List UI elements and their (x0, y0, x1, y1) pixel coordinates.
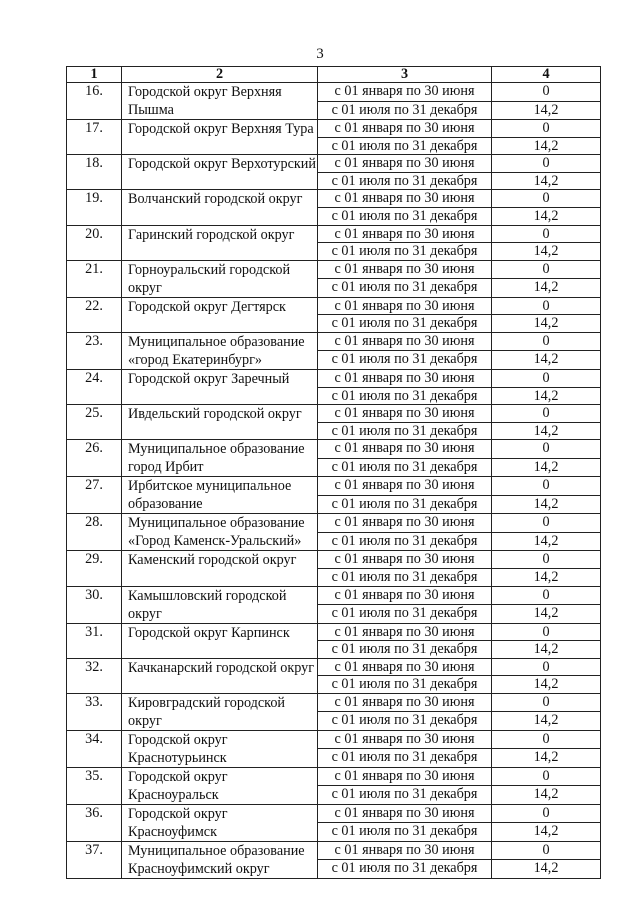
municipality-name: Городской округ Карпинск (122, 623, 318, 658)
value-cell: 0 (492, 297, 601, 315)
value-cell: 0 (492, 551, 601, 569)
value-cell: 0 (492, 586, 601, 605)
value-cell: 0 (492, 405, 601, 423)
period-cell: с 01 января по 30 июня (318, 225, 492, 243)
column-header-1: 1 (67, 67, 122, 83)
municipality-name: Качканарский городской округ (122, 658, 318, 693)
value-cell: 0 (492, 514, 601, 533)
period-cell: с 01 июля по 31 декабря (318, 532, 492, 551)
period-cell: с 01 июля по 31 декабря (318, 568, 492, 586)
value-cell: 0 (492, 120, 601, 138)
value-cell: 14,2 (492, 101, 601, 120)
period-cell: с 01 июля по 31 декабря (318, 823, 492, 842)
table-row (67, 767, 601, 786)
value-cell: 14,2 (492, 351, 601, 370)
period-cell: с 01 января по 30 июня (318, 297, 492, 315)
period-cell: с 01 июля по 31 декабря (318, 422, 492, 440)
value-cell: 0 (492, 225, 601, 243)
table-row (67, 332, 601, 351)
period-cell: с 01 января по 30 июня (318, 514, 492, 533)
value-cell: 0 (492, 693, 601, 712)
municipality-name: Муниципальное образование город Ирбит (122, 440, 318, 477)
value-cell: 14,2 (492, 823, 601, 842)
row-number: 26. (67, 440, 122, 477)
table-row (67, 190, 601, 208)
period-cell: с 01 июля по 31 декабря (318, 641, 492, 659)
row-number: 28. (67, 514, 122, 551)
row-number: 27. (67, 477, 122, 514)
period-cell: с 01 июля по 31 декабря (318, 279, 492, 298)
value-cell: 14,2 (492, 495, 601, 514)
period-cell: с 01 января по 30 июня (318, 83, 492, 102)
row-number: 34. (67, 730, 122, 767)
municipality-name: Муниципальное образование «город Екатеринбург» (122, 332, 318, 369)
table-header-row (67, 67, 601, 83)
table-row (67, 369, 601, 387)
value-cell: 14,2 (492, 641, 601, 659)
table-row (67, 623, 601, 641)
value-cell: 14,2 (492, 315, 601, 333)
value-cell: 14,2 (492, 279, 601, 298)
table-row (67, 693, 601, 712)
row-number: 35. (67, 767, 122, 804)
period-cell: с 01 января по 30 июня (318, 767, 492, 786)
municipality-name: Камышловский городской округ (122, 586, 318, 623)
value-cell: 0 (492, 332, 601, 351)
value-cell: 0 (492, 767, 601, 786)
row-number: 22. (67, 297, 122, 332)
value-cell: 14,2 (492, 712, 601, 731)
value-cell: 14,2 (492, 207, 601, 225)
period-cell: с 01 июля по 31 декабря (318, 172, 492, 190)
table-row (67, 841, 601, 860)
table-row (67, 477, 601, 496)
row-number: 30. (67, 586, 122, 623)
table-row (67, 155, 601, 173)
column-header-2: 2 (122, 67, 318, 83)
value-cell: 0 (492, 440, 601, 459)
row-number: 24. (67, 369, 122, 404)
row-number: 16. (67, 83, 122, 120)
value-cell: 14,2 (492, 137, 601, 155)
period-cell: с 01 января по 30 июня (318, 190, 492, 208)
table-body (67, 83, 601, 879)
table-row (67, 405, 601, 423)
municipality-name: Городской округ Заречный (122, 369, 318, 404)
period-cell: с 01 июля по 31 декабря (318, 676, 492, 694)
municipality-name: Городской округ Краснотурьинск (122, 730, 318, 767)
row-number: 23. (67, 332, 122, 369)
period-cell: с 01 января по 30 июня (318, 260, 492, 279)
period-cell: с 01 июля по 31 декабря (318, 605, 492, 624)
row-number: 32. (67, 658, 122, 693)
value-cell: 14,2 (492, 243, 601, 261)
municipality-name: Каменский городской округ (122, 551, 318, 586)
row-number: 18. (67, 155, 122, 190)
period-cell: с 01 июля по 31 декабря (318, 137, 492, 155)
value-cell: 0 (492, 477, 601, 496)
municipality-name: Городской округ Верхняя Пышма (122, 83, 318, 120)
value-cell: 0 (492, 155, 601, 173)
period-cell: с 01 января по 30 июня (318, 120, 492, 138)
table-row (67, 551, 601, 569)
value-cell: 0 (492, 369, 601, 387)
period-cell: с 01 января по 30 июня (318, 477, 492, 496)
municipality-name: Муниципальное образование Красноуфимский округ (122, 841, 318, 878)
row-number: 19. (67, 190, 122, 225)
value-cell: 14,2 (492, 786, 601, 805)
municipality-name: Городской округ Верхотурский (122, 155, 318, 190)
value-cell: 14,2 (492, 458, 601, 477)
row-number: 33. (67, 693, 122, 730)
row-number: 37. (67, 841, 122, 878)
period-cell: с 01 января по 30 июня (318, 804, 492, 823)
value-cell: 0 (492, 730, 601, 749)
period-cell: с 01 января по 30 июня (318, 693, 492, 712)
period-cell: с 01 июля по 31 декабря (318, 207, 492, 225)
period-cell: с 01 июля по 31 декабря (318, 387, 492, 405)
period-cell: с 01 июля по 31 декабря (318, 712, 492, 731)
period-cell: с 01 июля по 31 декабря (318, 315, 492, 333)
page-number: 3 (316, 46, 324, 62)
period-cell: с 01 января по 30 июня (318, 155, 492, 173)
row-number: 21. (67, 260, 122, 297)
municipality-name: Городской округ Красноуральск (122, 767, 318, 804)
municipality-name: Кировградский городской округ (122, 693, 318, 730)
value-cell: 14,2 (492, 676, 601, 694)
period-cell: с 01 января по 30 июня (318, 623, 492, 641)
period-cell: с 01 января по 30 июня (318, 841, 492, 860)
period-cell: с 01 июля по 31 декабря (318, 458, 492, 477)
table-row (67, 120, 601, 138)
period-cell: с 01 января по 30 июня (318, 586, 492, 605)
value-cell: 14,2 (492, 422, 601, 440)
table-row (67, 297, 601, 315)
value-cell: 14,2 (492, 605, 601, 624)
municipality-name: Ивдельский городской округ (122, 405, 318, 440)
table-row (67, 260, 601, 279)
period-cell: с 01 июля по 31 декабря (318, 495, 492, 514)
table-row (67, 83, 601, 102)
row-number: 31. (67, 623, 122, 658)
table-row (67, 658, 601, 676)
municipality-name: Городской округ Красноуфимск (122, 804, 318, 841)
period-cell: с 01 июля по 31 декабря (318, 243, 492, 261)
period-cell: с 01 января по 30 июня (318, 551, 492, 569)
period-cell: с 01 июля по 31 декабря (318, 101, 492, 120)
table-row (67, 730, 601, 749)
value-cell: 0 (492, 190, 601, 208)
table-row (67, 804, 601, 823)
period-cell: с 01 января по 30 июня (318, 440, 492, 459)
municipality-name: Городской округ Дегтярск (122, 297, 318, 332)
value-cell: 0 (492, 260, 601, 279)
table-row (67, 586, 601, 605)
period-cell: с 01 января по 30 июня (318, 730, 492, 749)
municipality-name: Городской округ Верхняя Тура (122, 120, 318, 155)
period-cell: с 01 июля по 31 декабря (318, 860, 492, 879)
row-number: 29. (67, 551, 122, 586)
period-cell: с 01 января по 30 июня (318, 332, 492, 351)
row-number: 20. (67, 225, 122, 260)
period-cell: с 01 января по 30 июня (318, 369, 492, 387)
period-cell: с 01 июля по 31 декабря (318, 786, 492, 805)
value-cell: 0 (492, 658, 601, 676)
municipality-name: Ирбитское муниципальное образование (122, 477, 318, 514)
municipality-name: Гаринский городской округ (122, 225, 318, 260)
value-cell: 14,2 (492, 568, 601, 586)
table-row (67, 440, 601, 459)
column-header-3: 3 (318, 67, 492, 83)
value-cell: 14,2 (492, 860, 601, 879)
municipality-name: Волчанский городской округ (122, 190, 318, 225)
period-cell: с 01 июля по 31 декабря (318, 749, 492, 768)
value-cell: 0 (492, 841, 601, 860)
value-cell: 14,2 (492, 387, 601, 405)
row-number: 25. (67, 405, 122, 440)
value-cell: 14,2 (492, 749, 601, 768)
row-number: 17. (67, 120, 122, 155)
municipality-name: Муниципальное образование «Город Каменск-Уральский» (122, 514, 318, 551)
municipality-table (66, 66, 601, 879)
value-cell: 14,2 (492, 172, 601, 190)
value-cell: 0 (492, 804, 601, 823)
column-header-4: 4 (492, 67, 601, 83)
table-row (67, 225, 601, 243)
value-cell: 0 (492, 83, 601, 102)
row-number: 36. (67, 804, 122, 841)
municipality-name: Горноуральский городской округ (122, 260, 318, 297)
table-row (67, 514, 601, 533)
period-cell: с 01 января по 30 июня (318, 658, 492, 676)
period-cell: с 01 июля по 31 декабря (318, 351, 492, 370)
period-cell: с 01 января по 30 июня (318, 405, 492, 423)
value-cell: 0 (492, 623, 601, 641)
value-cell: 14,2 (492, 532, 601, 551)
